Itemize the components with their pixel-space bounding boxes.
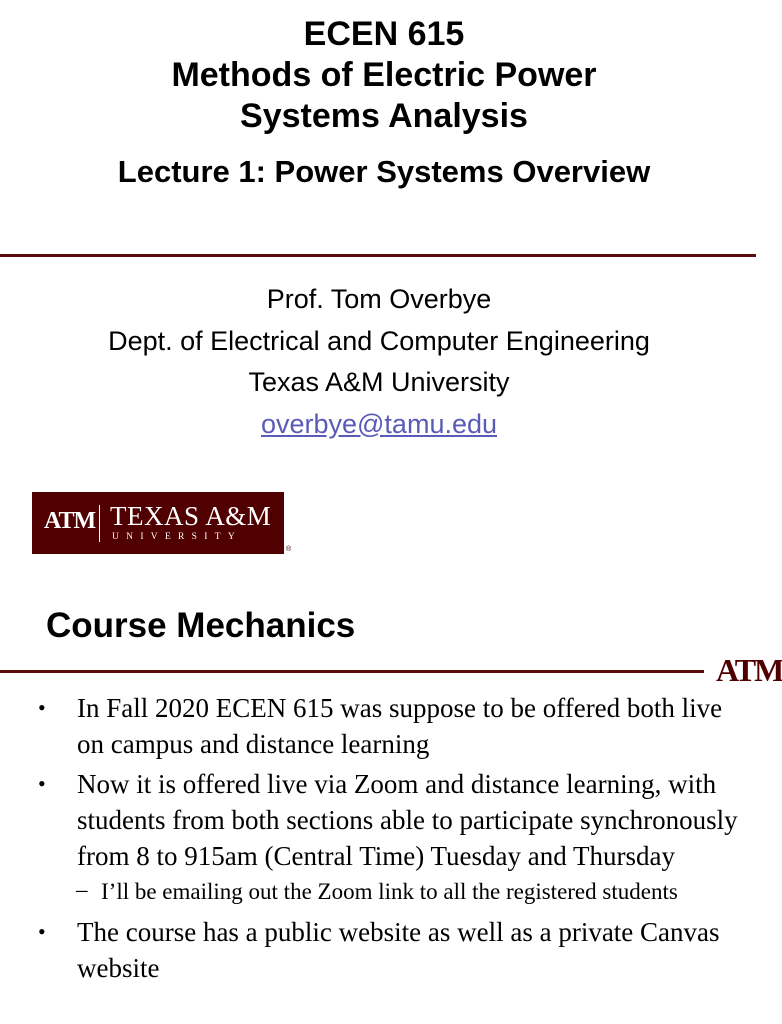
list-item <box>0 690 747 762</box>
list-item <box>0 914 747 986</box>
department: Dept. of Electrical and Computer Engineering <box>108 325 650 356</box>
slide-title <box>0 14 768 137</box>
logo-divider <box>99 505 100 542</box>
atm-mini-logo: ATM <box>716 652 782 688</box>
email-link[interactable]: overbye@tamu.edu <box>260 408 498 439</box>
sub-bullet-text: I’ll be emailing out the Zoom link to all the registered students <box>101 879 678 904</box>
slide-heading: Course Mechanics <box>46 606 356 645</box>
university: Texas A&M University <box>248 367 510 397</box>
title-line-course-name-2: Systems Analysis <box>240 97 528 135</box>
title-line-course-code: ECEN 615 <box>303 15 465 53</box>
texas-am-logo <box>32 492 284 554</box>
atm-logo-mark: ATM <box>44 508 96 534</box>
divider <box>0 254 756 257</box>
author-info <box>0 279 758 445</box>
course-mechanics-slide <box>0 590 782 1024</box>
bullet-icon: • <box>38 919 46 944</box>
title-line-course-name-1: Methods of Electric Power <box>171 56 597 94</box>
bullet-text: The course has a public website as well as a private Canvas website <box>77 917 720 983</box>
bullet-list <box>0 690 768 990</box>
registered-mark: ® <box>286 546 292 553</box>
logo-university: UNIVERSITY <box>112 532 242 542</box>
list-item <box>0 766 747 874</box>
bullet-text: In Fall 2020 ECEN 615 was suppose to be offered both live on campus and distance learning <box>77 693 723 759</box>
author-name: Prof. Tom Overbye <box>266 284 492 314</box>
sub-list-item <box>0 876 768 908</box>
heading-divider <box>0 670 704 673</box>
dash-icon: – <box>76 877 88 902</box>
bullet-icon: • <box>38 695 46 720</box>
bullet-icon: • <box>38 771 46 796</box>
bullet-text: Now it is offered live via Zoom and distance learning, with students from both sections able to participate synchronously from 8 to 915am (Central Time) Tuesday and Thursday <box>77 769 738 871</box>
lecture-subtitle: Lecture 1: Power Systems Overview <box>117 154 651 189</box>
logo-name: TEXAS A&M <box>110 501 272 531</box>
